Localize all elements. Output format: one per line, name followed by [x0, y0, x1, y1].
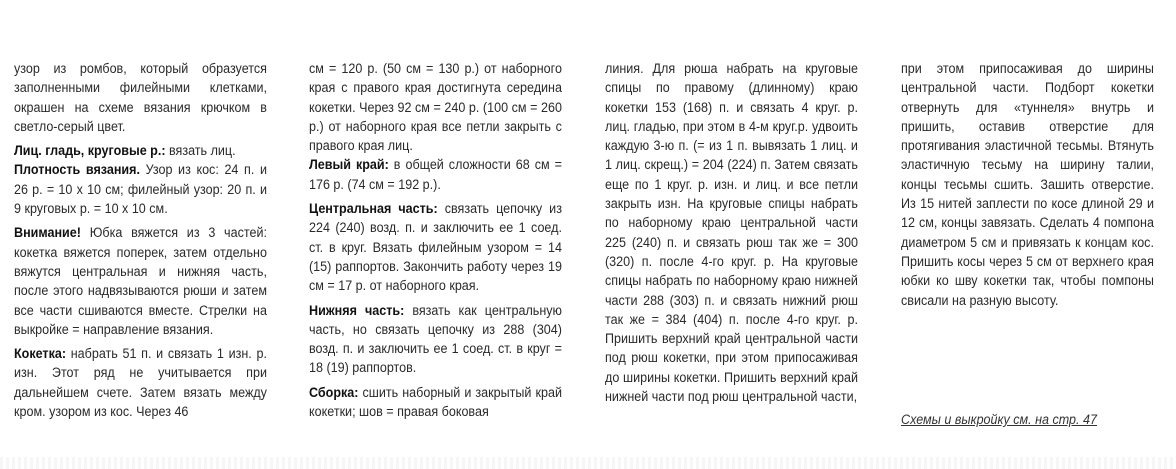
paragraph-text: набрать 51 п. и связать 1 изн. р. изн. Этот ряд не учитывается при дальнейшем счете. Затем вязать между кром. узором из кос. Через 46 — [14, 346, 267, 420]
section-heading: Центральная часть: — [309, 201, 438, 217]
paragraph-text: вязать как центральную часть, но связать цепочку из 288 (304) возд. п. и заключить ее 1 соед. ст. в круг = 18 (19) раппортов. — [309, 302, 562, 376]
paragraph-text: сшить наборный и закрытый край кокетки; шов = правая боковая — [309, 384, 562, 420]
paragraph — [309, 383, 562, 422]
text-column-1 — [14, 59, 267, 421]
paragraph — [309, 199, 562, 295]
page-reference-note: Схемы и выкройку см. на стр. 47 — [901, 412, 1097, 427]
text-column-3 — [605, 59, 858, 406]
section-heading: Сборка: — [309, 384, 359, 400]
paragraph-text: линия. Для рюша набрать на круговые спицы по правому (длинному) краю кокетки 153 (168) п. и связать 4 круг. р. лиц. гладью, при этом в 4-м круг.р. удвоить каждую 3-ю п. (= из 1 п. вывязать 1 лиц. и 1 лиц. скрещ.) = 204 (224) п. Затем связать еще по 1 круг. р. изн. и лиц. и все петли закрыть изн. На круговые спицы набрать по наборному краю центральной части 225 (240) п. и связать рюш так же = 300 (320) п. после 4-го круг. р. На круговые спицы набрать по наборному краю нижней части 288 (303) п. и связать нижний рюш так же = 384 (404) п. после 4-го круг. р. Пришить верхний край центральной части под рюш кокетки, при этом припосаживая до ширины кокетки. Пришить верхний край нижней части под рюш центральной части, — [605, 61, 858, 405]
text-column-2 — [309, 59, 562, 421]
paragraph — [14, 344, 267, 421]
paragraph — [309, 155, 562, 194]
paragraph-text: вязать лиц. — [165, 143, 236, 159]
section-heading: Нижняя часть: — [309, 302, 405, 318]
text-column-4 — [901, 59, 1154, 310]
section-heading: Левый край: — [309, 157, 389, 173]
paragraph-text: см = 120 р. (50 см = 130 р.) от наборного края с правого края достигнута середина кокетки. Через 92 см = 240 р. (100 см = 260 р.) от наборного края все петли закрыть с правого края лиц. — [309, 61, 562, 154]
paragraph-text: при этом припосаживая до ширины центральной части. Подборт кокетки отвернуть для «туннеля» внутрь и пришить, оставив отверстие для протягивания эластичной тесьмы. Втянуть эластичную тесьму на ширину талии, концы тесьмы сшить. Зашить отверстие. Из 15 нитей заплести по косе длиной 29 и 12 см, концы завязать. Сделать 4 помпона диаметром 5 см и привязать к концам кос. Пришить косы через 5 см от верхнего края юбки ко шву кокетки так, чтобы помпоны свисали на разную высоту. — [901, 61, 1154, 308]
paragraph-text: Юбка вяжется из 3 частей: кокетка вяжется поперек, затем отдельно вяжутся центральная и нижняя часть, после этого надвязываются рюши и затем все части сшиваются вместе. Стрелки на выкройке = направление вязания. — [14, 225, 267, 337]
section-heading: Плотность вязания. — [14, 162, 140, 178]
paragraph-text: Узор из кос: 24 п. и 26 р. = 10 х 10 см; филейный узор: 20 п. и 9 круговых р. = 10 х 10 см. — [14, 162, 267, 217]
paragraph — [901, 59, 1154, 310]
paragraph-text: узор из ромбов, который образуется заполненными филейными клетками, окрашен на схеме вязания крючком в светло-серый цвет. — [14, 61, 267, 134]
paragraph-text: в общей сложности 68 см = 176 р. (74 см = 192 р.). — [309, 157, 562, 192]
paragraph — [309, 59, 562, 155]
paragraph — [14, 160, 267, 218]
paragraph — [14, 59, 267, 136]
section-heading: Лиц. гладь, круговые р.: — [14, 143, 166, 159]
paragraph — [14, 141, 267, 160]
paragraph — [14, 223, 267, 339]
section-heading: Кокетка: — [14, 346, 67, 362]
section-heading: Внимание! — [14, 225, 81, 241]
bottom-edge-texture — [0, 457, 1176, 469]
paragraph-text: связать цепочку из 224 (240) возд. п. и заключить ее 1 соед. ст. в круг. Вязать филейным узором = 14 (15) раппортов. Закончить работу через 19 см = 17 р. от наборного края. — [309, 201, 562, 294]
paragraph — [309, 301, 562, 378]
paragraph — [605, 59, 858, 406]
